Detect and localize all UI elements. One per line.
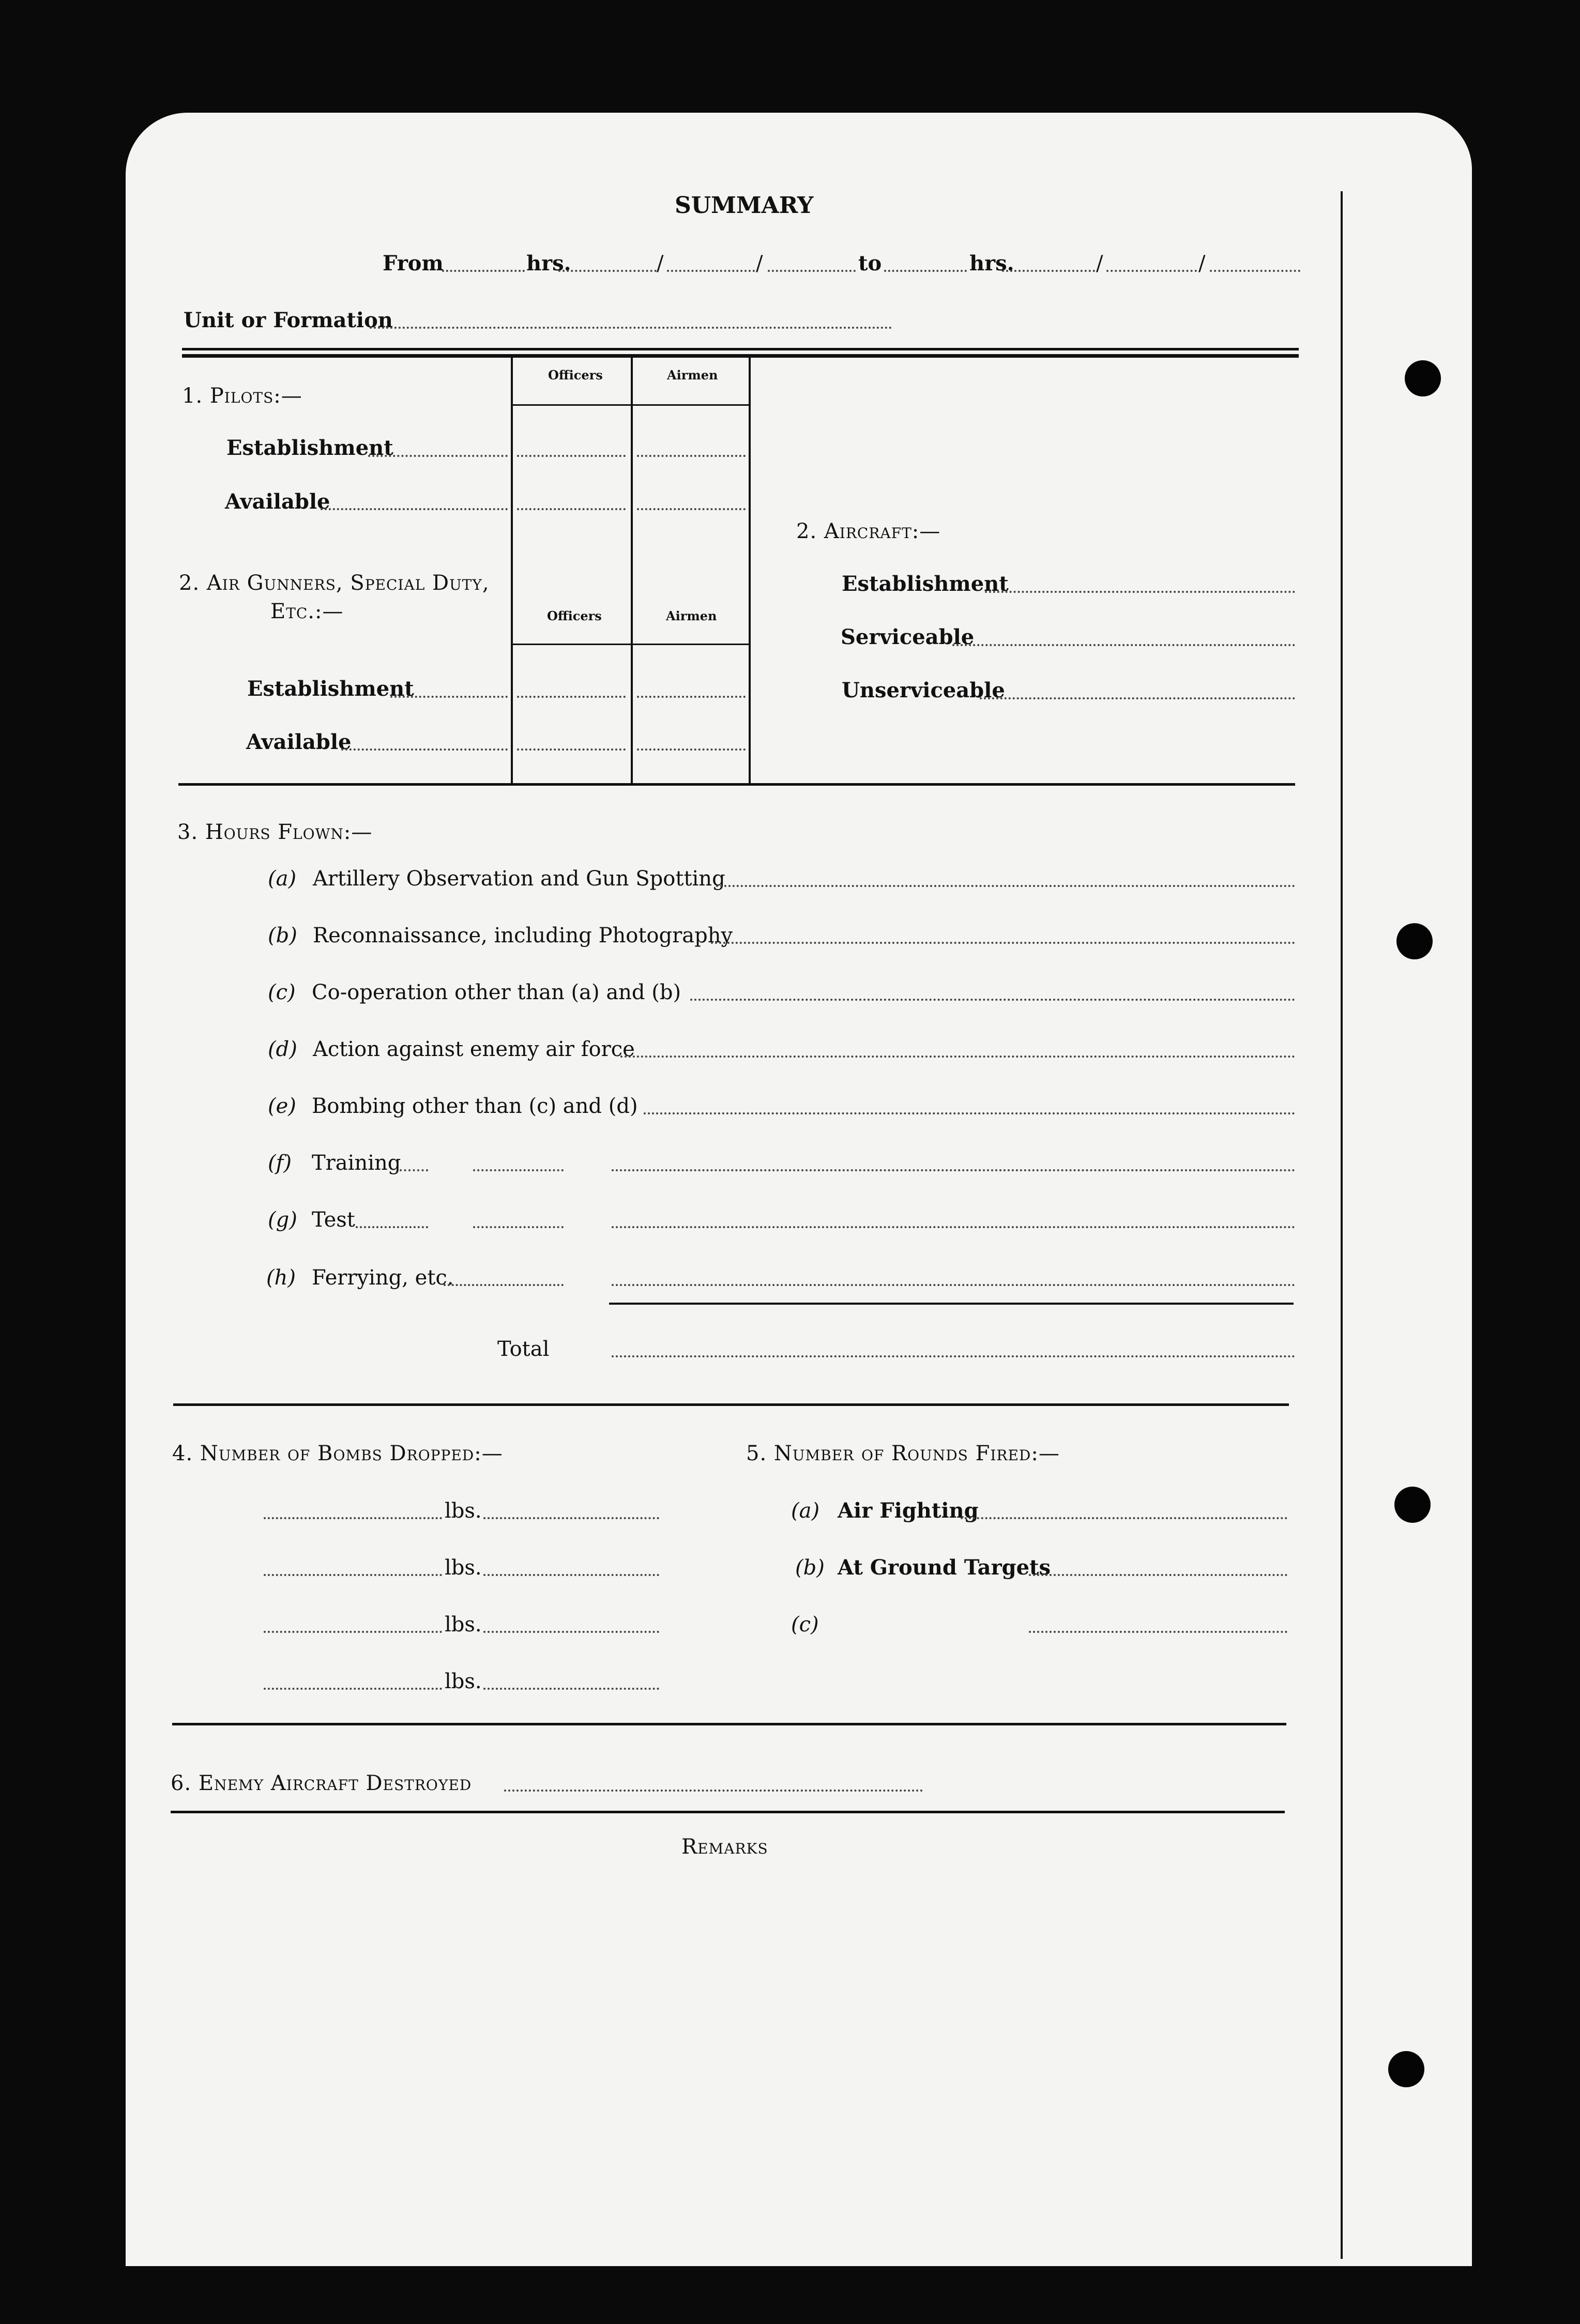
binder-hole [1405,360,1441,396]
from-year-field[interactable] [768,270,856,272]
table-line [511,404,750,406]
table-line [749,357,751,783]
to-year-field[interactable] [1210,270,1300,272]
rounds-c-field[interactable] [1029,1631,1287,1633]
bombs-qty-4[interactable] [264,1688,442,1690]
aircraft-unserviceable-field[interactable] [980,697,1295,699]
bombs-qty-2[interactable] [264,1574,442,1576]
rounds-ground-targets-label: At Ground Targets [838,1555,1051,1580]
page-title: SUMMARY [675,192,814,219]
divider [182,354,1299,358]
divider [173,1403,1289,1406]
hours-total-label: Total [497,1337,550,1361]
gunners-heading: 2. Air Gunners, Special Duty, [179,571,490,595]
pilots-available-label: Available [225,490,330,514]
hours-item-f-field-2[interactable] [612,1169,1295,1171]
hours-item-c-field[interactable] [690,999,1295,1001]
table-line [511,357,513,783]
hours-item-b-label: Reconnaissance, including Photography [313,924,733,947]
gunners-airmen-col: Airmen [666,608,717,623]
rounds-heading: 5. Number of Rounds Fired:— [746,1442,1060,1465]
remarks-heading: Remarks [681,1835,768,1859]
pilots-establishment-officers[interactable] [517,455,626,457]
from-field[interactable] [442,270,525,272]
rounds-air-fighting-label: Air Fighting [838,1499,979,1523]
hours-item-h-field[interactable] [612,1284,1295,1286]
remarks-area[interactable] [171,1871,1285,2243]
hours-item-c-label: Co-operation other than (a) and (b) [312,981,681,1004]
margin-line [1341,191,1343,2259]
rounds-c-label: (c) [791,1613,819,1637]
to-field[interactable] [884,270,967,272]
binder-hole [1388,2051,1424,2087]
bombs-heading: 4. Number of Bombs Dropped:— [172,1442,503,1465]
pilots-airmen-col: Airmen [667,368,718,383]
hours-item-f-label: Training [312,1151,401,1175]
hours-item-h-label: Ferrying, etc. [312,1266,454,1290]
aircraft-unserviceable-label: Unserviceable [842,678,1005,702]
hours-item-h-dots [444,1284,564,1286]
hours-item-e-field[interactable] [644,1112,1295,1114]
hours-item-g-label: Test [312,1208,355,1232]
gunners-heading-2: Etc.:— [270,600,344,623]
bombs-lbs-3[interactable] [483,1631,659,1633]
aircraft-establishment-label: Establishment [842,572,1009,596]
rounds-ground-targets-field[interactable] [1029,1574,1287,1576]
hours-item-a-field[interactable] [716,885,1295,887]
divider [172,1723,1286,1725]
from-month-field[interactable] [667,270,755,272]
hours-item-d-label: Action against enemy air force [313,1037,635,1061]
table-line [511,644,750,645]
pilots-heading: 1. Pilots:— [182,384,302,408]
gunners-officers-col: Officers [547,608,602,623]
aircraft-establishment-field[interactable] [985,591,1295,593]
divider [182,348,1299,350]
binder-hole [1396,923,1433,959]
hours-total-field[interactable] [612,1355,1295,1357]
from-hrs-field[interactable] [558,270,657,272]
hours-item-f-dots [400,1169,428,1171]
pilots-available-dots [321,508,508,510]
gunners-establishment-officers[interactable] [517,696,626,698]
rounds-air-fighting-field[interactable] [961,1517,1287,1519]
to-hrs-field[interactable] [1002,270,1095,272]
binder-hole [1394,1487,1431,1523]
gunners-available-officers[interactable] [517,748,626,751]
gunners-establishment-dots [390,696,508,698]
bombs-qty-3[interactable] [264,1631,442,1633]
pilots-establishment-label: Establishment [226,436,393,460]
pilots-officers-col: Officers [548,368,603,383]
table-line [631,357,633,783]
bombs-lbs-2[interactable] [483,1574,659,1576]
hours-item-d-field[interactable] [620,1056,1295,1058]
hours-item-e-label: Bombing other than (c) and (d) [312,1094,638,1118]
gunners-establishment-airmen[interactable] [637,696,746,698]
to-month-field[interactable] [1106,270,1197,272]
unit-label: Unit or Formation [184,308,393,332]
hours-item-g-dots [356,1226,428,1228]
bombs-lbs-1[interactable] [483,1517,659,1519]
divider [609,1303,1294,1305]
gunners-establishment-label: Establishment [247,677,414,701]
bombs-qty-1[interactable] [264,1517,442,1519]
hours-item-g-field-2[interactable] [612,1226,1295,1228]
pilots-available-officers[interactable] [517,508,626,510]
enemy-field[interactable] [504,1790,923,1792]
gunners-available-label: Available [246,730,352,754]
hours-item-f-field-1[interactable] [473,1169,564,1171]
hours-item-a-label: Artillery Observation and Gun Spotting [313,867,725,891]
bombs-lbs-4[interactable] [483,1688,659,1690]
gunners-available-dots [341,748,508,751]
hours-item-b-field[interactable] [711,942,1295,944]
aircraft-serviceable-label: Serviceable [841,625,975,649]
divider [171,1811,1285,1813]
hours-heading: 3. Hours Flown:— [177,820,373,844]
pilots-establishment-dots [368,455,508,457]
unit-field[interactable] [370,327,892,329]
aircraft-serviceable-field[interactable] [952,644,1295,646]
pilots-available-airmen[interactable] [637,508,746,510]
gunners-available-airmen[interactable] [637,748,746,751]
enemy-heading: 6. Enemy Aircraft Destroyed [171,1771,472,1795]
hours-item-g-field-1[interactable] [473,1226,564,1228]
aircraft-heading: 2. Aircraft:— [796,519,941,543]
pilots-establishment-airmen[interactable] [637,455,746,457]
divider [178,783,1295,786]
